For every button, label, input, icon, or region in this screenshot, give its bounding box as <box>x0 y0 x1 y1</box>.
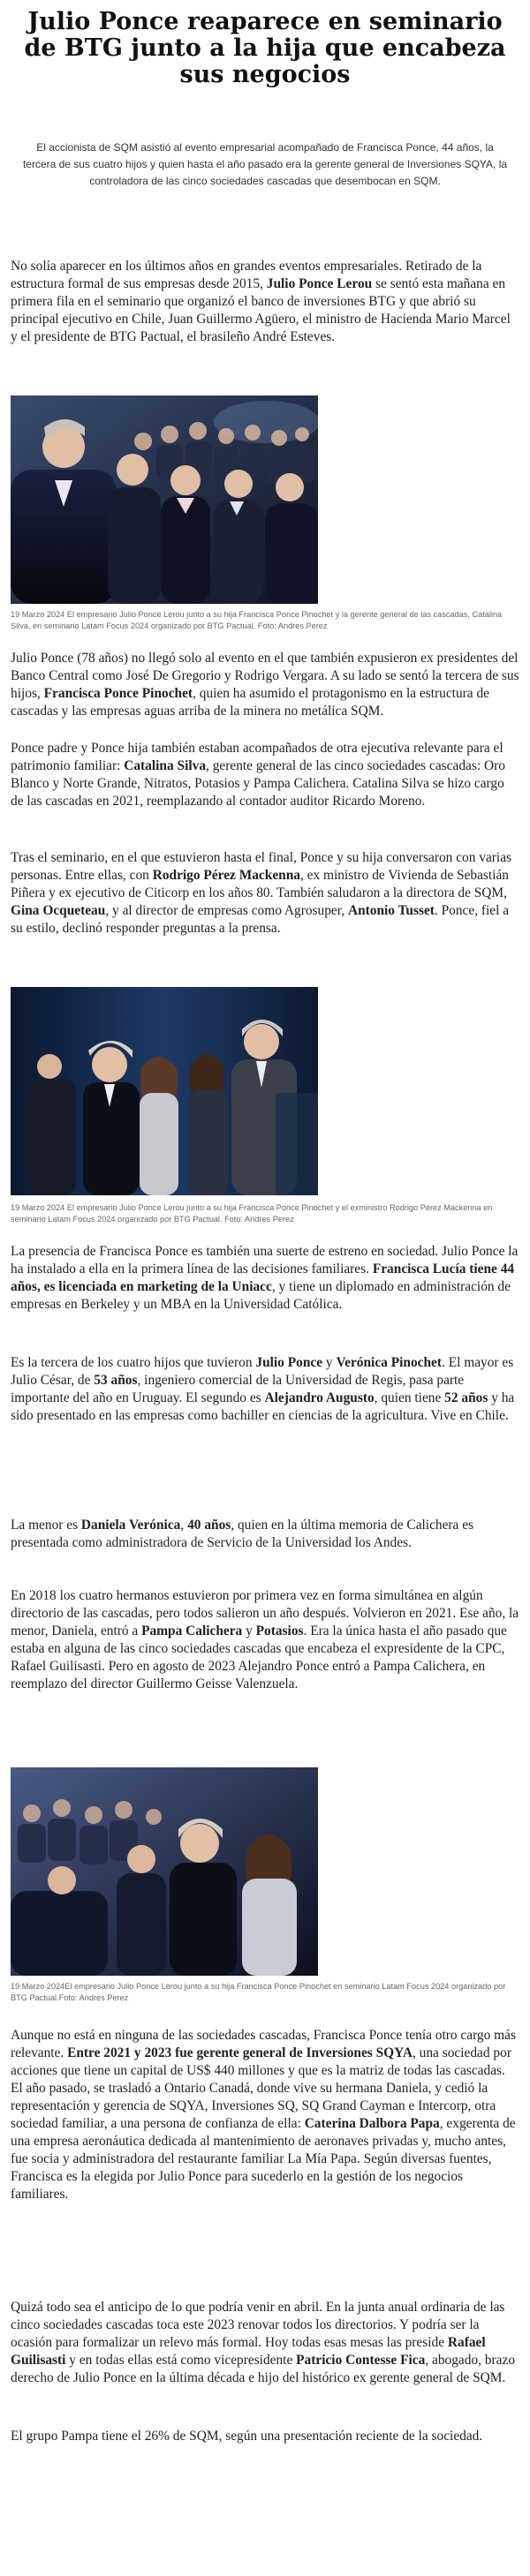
bold-name: Antonio Tusset <box>347 903 435 918</box>
bold-name: Caterina Dalbora Papa <box>304 2116 440 2131</box>
text-run: Aunque no está en ninguna de las sociedades cascadas, Francisca Ponce tenía otro cargo más relevante. <box>11 2028 516 2060</box>
text-run: Quizá todo sea el anticipo de lo que podría venir en abril. En la junta anual ordinaria de las cinco sociedades cascadas toca este 2023 renovar todos los directorios. Y podría ser la ocasión para formalizar un relevo más formal. Hoy todas esas mesas las preside <box>11 2300 505 2350</box>
bold-name: Daniela Verónica <box>80 1518 181 1533</box>
article-lead: El accionista de SQM asistió al evento empresarial acompañado de Francisca Ponce, 44 años, la tercera de sus cuatro hijos y quien hasta el año pasado era la gerente general de Inversiones SQYA, la controladora de las cinco sociedades cascadas que desembocan en SQM. <box>22 141 508 187</box>
text-run: , quien ha asumido el protagonismo en la estructura de cascadas y las empresas aguas arriba de la minera no metálica SQM. <box>11 686 489 719</box>
article-paragraph <box>11 1587 519 1693</box>
text-run: , una sociedad por acciones que tiene un capital de US$ 440 millones y que es la matriz de todas las cascadas. El año pasado, se trasladó a Ontario Canadá, donde vive su hermana Daniela, y cedió la representación y gerencia de SQYA, Inversiones SQ, SQ Grand Cayman e Intercorp, otra sociedad familiar, a una persona de confianza de ella: <box>11 2045 511 2131</box>
bold-name: Julio Ponce Lerou <box>266 276 373 291</box>
article-paragraph <box>11 1243 519 1314</box>
text-run: y ha sido presentado en las empresas como bachiller en ciencias de la agricultura. Vive en Chile. <box>11 1390 515 1423</box>
text-run: , <box>180 1518 188 1533</box>
photo-conversation <box>11 987 318 1195</box>
article-paragraph <box>11 2027 519 2203</box>
text-run: Julio Ponce (78 años) no llegó solo al evento en el que también expusieron ex presidentes del Banco Central como José De Gregorio y Rodrigo Vergara. A su lado se sentó la tercera de sus hijos, <box>11 651 519 701</box>
photo-caption: 19 Marzo 2024 El empresario Julio Ponce Lerou junto a su hija Francisca Ponce Pinochet y el exministro Rodrigo Pérez Mackenna en seminario Latam Focus 2024 organizado por BTG Pactual. Foto: Andres Perez <box>11 1203 493 1224</box>
bold-name: Rafael Guilisasti <box>11 2335 486 2368</box>
bold-name: Pampa Calichera <box>141 1623 243 1638</box>
text-run: La presencia de Francisca Ponce es también una suerte de estreno en sociedad. Julio Ponce la ha instalado a ella en la primera línea de las decisiones familiares. <box>11 1244 519 1277</box>
article-paragraph <box>11 849 519 938</box>
text-run: Ponce padre y Ponce hija también estaban acompañados de otra ejecutiva relevante para el patrimonio familiar: <box>11 741 504 773</box>
text-run: y <box>242 1623 256 1638</box>
bold-name: Gina Ocqueteau <box>11 903 106 918</box>
text-run: En 2018 los cuatro hermanos estuvieron por primera vez en forma simultánea en algún directorio de las cascadas, pero todos salieron un año después. Volvieron en 2021. Ese año, la menor, Daniela, entró a <box>11 1588 519 1638</box>
photo-audience-close <box>11 1767 318 1976</box>
article-paragraph: El grupo Pampa tiene el 26% de SQM, según una presentación reciente de la sociedad. <box>11 2429 483 2444</box>
article-paragraph <box>11 2299 519 2387</box>
bold-name: Catalina Silva <box>124 758 207 773</box>
article-paragraph <box>11 650 519 720</box>
bold-name: 40 años <box>187 1518 231 1533</box>
text-run: . El mayor es Julio César, de <box>11 1355 514 1388</box>
article-paragraph <box>11 258 519 346</box>
text-run: , ingeniero comercial de la Universidad de Regis, pasa parte importante del año en Uruguay. El segundo es <box>11 1373 465 1405</box>
text-run: , y al director de empresas como Agrosuper, <box>105 903 348 918</box>
text-run: No solía aparecer en los últimos años en grandes eventos empresariales. Retirado de la estructura formal de sus empresas desde 2015, <box>11 259 482 291</box>
text-run: , abogado, brazo derecho de Julio Ponce en la última década e hijo del histórico ex gerente general de SQM. <box>11 2353 516 2385</box>
bold-name: Patricio Contesse Fica <box>296 2353 426 2368</box>
bold-name: Alejandro Augusto <box>264 1390 375 1405</box>
bold-name: Rodrigo Pérez Mackenna <box>152 868 300 883</box>
text-run: Es la tercera de los cuatro hijos que tuvieron <box>11 1355 256 1370</box>
bold-name: Potasios <box>255 1623 304 1638</box>
text-run: La menor es <box>11 1518 81 1533</box>
text-run: y <box>322 1355 337 1370</box>
bold-name: Verónica Pinochet <box>336 1355 442 1370</box>
bold-name: Julio Ponce <box>255 1355 323 1370</box>
bold-name: Francisca Lucía tiene 44 años, es licenciada en marketing de la Uniacc <box>11 1262 515 1294</box>
text-run: y en todas ellas está como vicepresidente <box>65 2353 297 2368</box>
text-run: se sentó esta mañana en primera fila en el seminario que organizó el banco de inversiones BTG y que abrió su principal ejecutivo en Chile, Juan Guillermo Agüero, el ministro de Hacienda Mario Marcel y el presidente de BTG Pactual, el brasileño André Esteves. <box>11 276 511 344</box>
photo-audience <box>11 395 318 604</box>
article-headline: Julio Ponce reaparece en seminario de BTG junto a la hija que encabeza sus negocios <box>24 8 506 88</box>
text-run: , gerente general de las cinco sociedades cascadas: Oro Blanco y Norte Grande, Nitratos, Potasios y Pampa Calichera. Catalina Silva se hizo cargo de las cascadas en 2021, reemplazando al contador auditor Ricardo Moreno. <box>11 758 505 809</box>
bold-name: Francisca Ponce Pinochet <box>43 686 193 701</box>
text-run: , ex ministro de Vivienda de Sebastián Piñera y ex ejecutivo de Citicorp en los años 80. También saludaron a la directora de SQM, <box>11 868 509 900</box>
bold-name: Entre 2021 y 2023 fue gerente general de Inversiones SQYA <box>67 2045 413 2060</box>
bold-name: 53 años <box>94 1373 138 1388</box>
text-run: , y tiene un diplomado en administración de empresas en Berkeley y un MBA en la Universidad Católica. <box>11 1279 511 1312</box>
text-run: . Ponce, fiel a su estilo, declinó responder preguntas a la prensa. <box>11 903 510 936</box>
bold-name: 52 años <box>444 1390 488 1405</box>
text-run: . Era la única hasta el año pasado que estaba en alguna de las cinco sociedades cascadas que encabeza el expresidente de la CPC, Rafael Guilisasti. Pero en agosto de 2023 Alejandro Ponce entró a Pampa Calichera, en reemplazo del director Guillermo Geisse Valenzuela. <box>11 1623 507 1691</box>
article-paragraph <box>11 1517 519 1552</box>
article-paragraph <box>11 740 519 810</box>
text-run: , quien tiene <box>374 1390 445 1405</box>
text-run: Tras el seminario, en el que estuvieron hasta el final, Ponce y su hija conversaron con varias personas. Entre ellas, con <box>11 850 512 883</box>
photo-caption: 19 Marzo 2024 El empresario Julio Ponce Lerou junto a su hija Francisca Ponce Pinochet y la gerente general de las cascadas, Catalina Silva, en seminario Latam Focus 2024 organizado por BTG Pactual. Foto: Andres Perez <box>11 610 503 630</box>
article-paragraph <box>11 1354 519 1425</box>
photo-caption: 19 Marzo 2024El empresario Julio Ponce Lerou junto a su hija Francisca Ponce Pinochet en seminario Latam Focus 2024 organizado por BTG Pactual.Foto: Andres Perez <box>11 1982 506 2002</box>
text-run: , quien en la última memoria de Calichera es presentada como administradora de Servicio de la Universidad los Andes. <box>11 1518 474 1550</box>
text-run: , exgerenta de una empresa aeronáutica dedicada al mantenimiento de aeronaves privadas y, mucho antes, fue socia y administradora del restaurante familiar La Mía Papa. Según diversas fuentes, Francisca es la elegida por Julio Ponce para sucederlo en la gestión de los negocios familiares. <box>11 2116 516 2202</box>
